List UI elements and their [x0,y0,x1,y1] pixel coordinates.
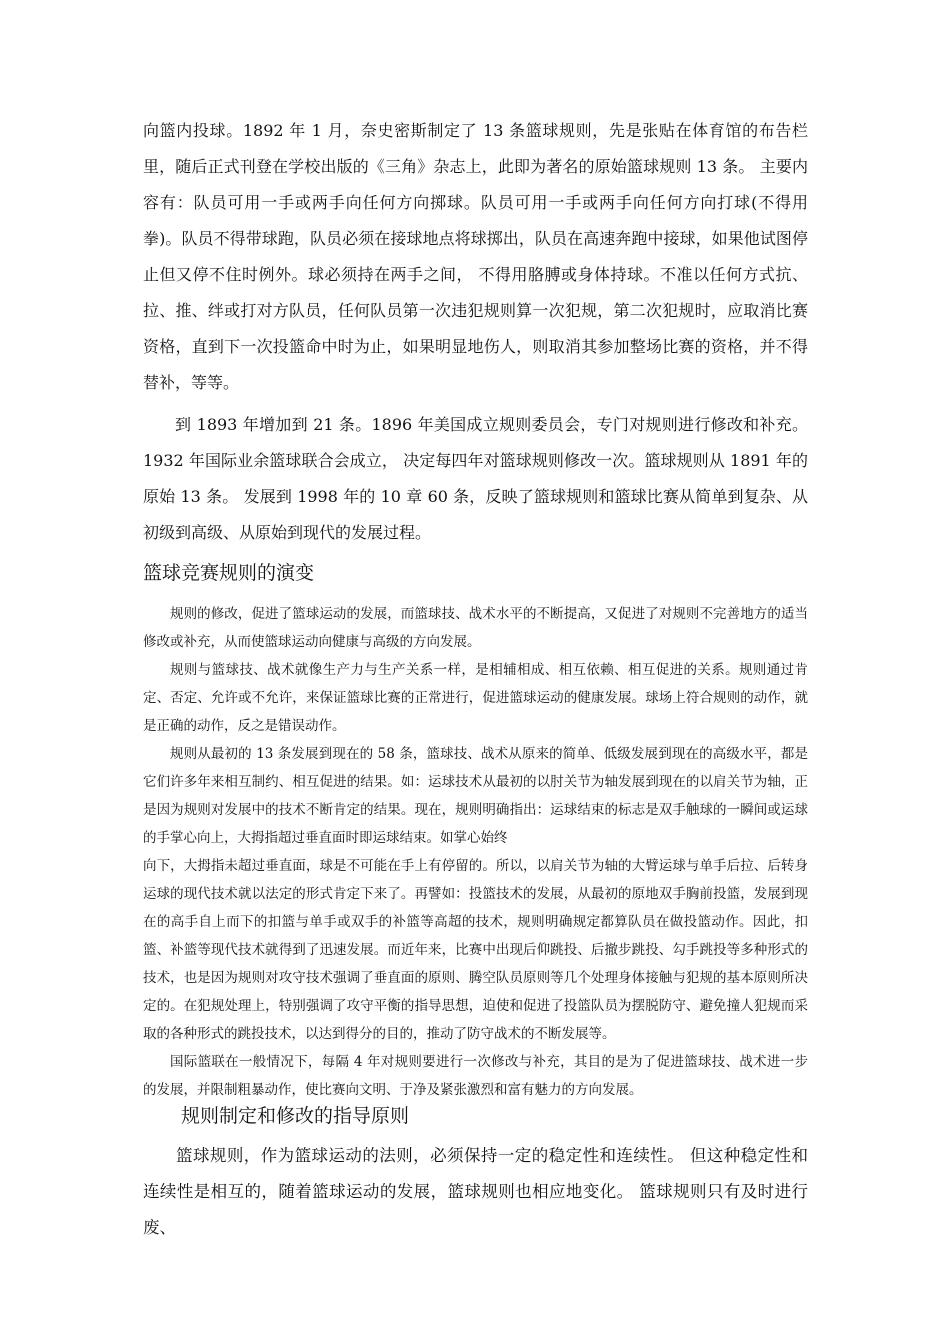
history-section [143,113,808,551]
evolution-heading: 篮球竞赛规则的演变 [143,562,315,584]
principles-paragraph-1: 篮球规则，作为篮球运动的法则，必须保持一定的稳定性和连续性。 但这种稳定性和连续性是相互的，随着篮球运动的发展，篮球规则也相应地变化。 篮球规则只有及时进行废、 [143,1146,808,1237]
principles-heading: 规则制定和修改的指导原则 [181,1105,410,1127]
rules-expansion-paragraph: 到 1893 年增加到 21 条。1896 年美国成立规则委员会，专门对规则进行修改和补充。1932 年国际业余篮球联合会成立， 决定每四年对篮球规则修改一次。篮球规则从 1891 年的原始 13 条。 发展到 1998 年的 10 章 60 条，反映了篮球规则和篮球比赛从简单到复杂、从初级到高级、从原始到现代的发展过程。 [143,415,808,542]
evolution-section [143,600,808,1104]
evolution-paragraph-3: 规则从最初的 13 条发展到现在的 58 条，篮球技、战术从原来的简单、低级发展到现在的高级水平，都是它们许多年来相互制约、相互促进的结果。如：运球技术从最初的以肘关节为轴发展到现在的以肩关节为轴，正是因为规则对发展中的技术不断肯定的结果。现在，规则明确指出：运球结束的标志是双手触球的一瞬间或运球的手掌心向上，大拇指超过垂直面时即运球结束。如掌心始终 [143,746,808,846]
evolution-paragraph-4: 向下，大拇指未超过垂直面，球是不可能在手上有停留的。所以，以肩关节为轴的大臂运球与单手后拉、后转身运球的现代技术就以法定的形式肯定下来了。再譬如：投篮技术的发展，从最初的原地双手胸前投篮，发展到现在的高手自上而下的扣篮与单手或双手的补篮等高超的技术，规则明确规定都算队员在做投篮动作。因此，扣篮、补篮等现代技术就得到了迅速发展。而近年来，比赛中出现后仰跳投、后撤步跳投、勾手跳投等多种形式的技术，也是因为规则对攻守技术强调了垂直面的原则、腾空队员原则等几个处理身体接触与犯规的基本原则所决定的。在犯规处理上，特别强调了攻守平衡的指导思想，迫使和促进了投篮队员为摆脱防守、避免撞人犯规而采取的各种形式的跳投技术，以达到得分的目的，推动了防守战术的不断发展等。 [143,858,808,1042]
original-rules-paragraph: 向篮内投球。1892 年 1 月，奈史密斯制定了 13 条篮球规则，先是张贴在体育馆的布告栏里，随后正式刊登在学校出版的《三角》杂志上，此即为著名的原始篮球规则 13 条。 主要内容有：队员可用一手或两手向任何方向掷球。队员可用一手或两手向任何方向打球(不得用拳)。队员不得带球跑，队员必须在接球地点将球掷出，队员在高速奔跑中接球，如果他试图停止但又停不住时例外。球必须持在两手之间， 不得用胳膊或身体持球。不准以任何方式抗、拉、推、绊或打对方队员，任何队员第一次违犯规则算一次犯规，第二次犯规时，应取消比赛资格，直到下一次投篮命中时为止，如果明显地伤人，则取消其参加整场比赛的资格，并不得替补，等等。 [143,121,808,392]
evolution-paragraph-1: 规则的修改，促进了篮球运动的发展，而篮球技、战术水平的不断提高，又促进了对规则不完善地方的适当修改或补充，从而使篮球运动向健康与高级的方向发展。 [143,606,808,650]
principles-section [143,1138,808,1246]
evolution-paragraph-2: 规则与篮球技、战术就像生产力与生产关系一样，是相辅相成、相互依赖、相互促进的关系。规则通过肯定、否定、允许或不允许，来保证篮球比赛的正常进行，促进篮球运动的健康发展。球场上符合规则的动作，就是正确的动作，反之是错误动作。 [143,662,808,734]
evolution-paragraph-5: 国际篮联在一般情况下，每隔 4 年对规则要进行一次修改与补充，其目的是为了促进篮球技、战术进一步的发展，并限制粗暴动作，使比赛向文明、于净及紧张激烈和富有魅力的方向发展。 [143,1054,808,1098]
